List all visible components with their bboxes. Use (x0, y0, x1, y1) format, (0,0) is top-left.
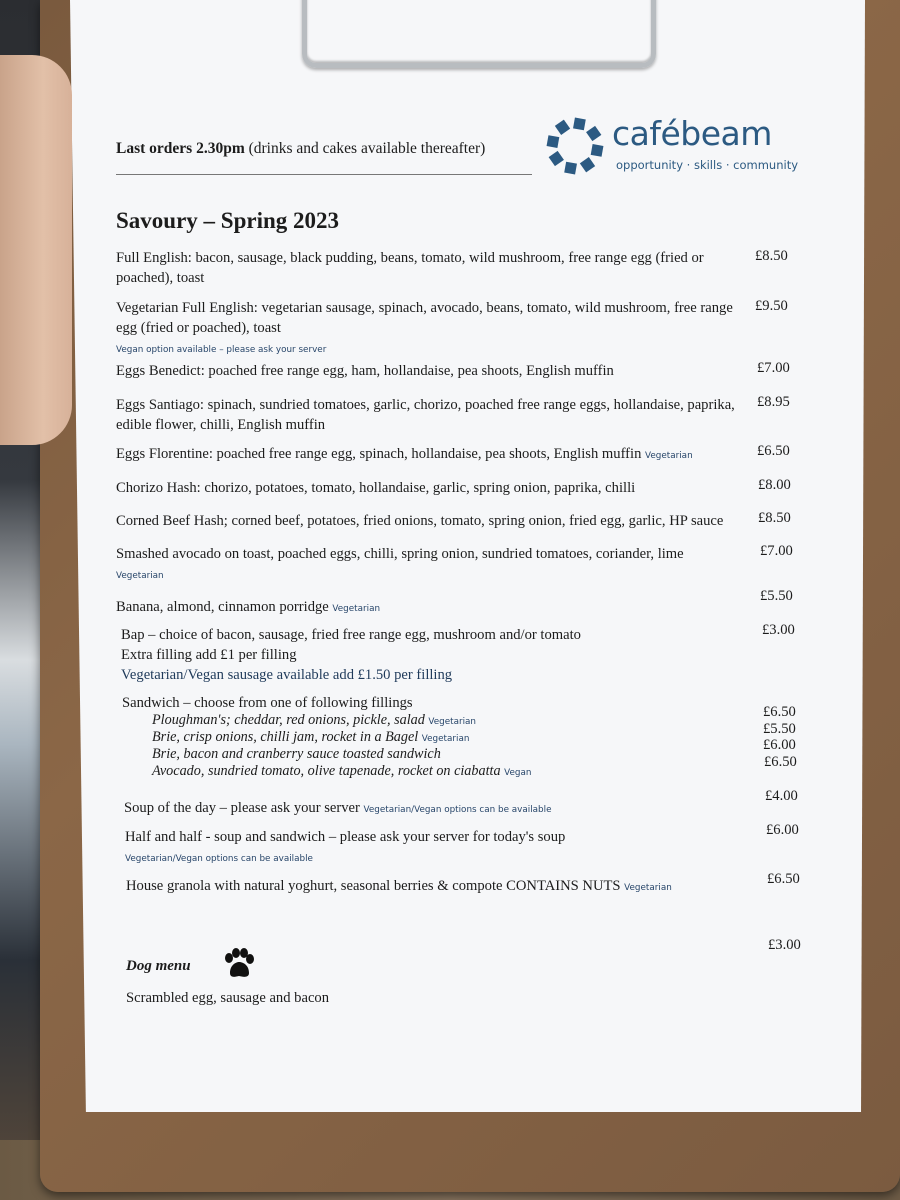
item-price: £8.50 (758, 510, 791, 526)
item-description: Full English: bacon, sausage, black pudding, beans, tomato, wild mushroom, free range egg (fried or poached), toast (116, 250, 704, 286)
menu-item (116, 395, 746, 435)
menu-item (116, 444, 746, 466)
menu-item (116, 298, 746, 360)
brand-name: cafébeam (612, 114, 772, 153)
header-divider (116, 174, 532, 175)
menu-title: Savoury – Spring 2023 (116, 208, 340, 233)
bap-price: £3.00 (762, 622, 795, 638)
brand-tagline: opportunity · skills · community (616, 158, 799, 172)
filling-description: Avocado, sundried tomato, olive tapenade, rocket on ciabatta (152, 763, 501, 779)
item-note: Vegan option available – please ask your server (116, 345, 327, 355)
granola-note: Vegetarian (624, 883, 672, 893)
item-price: £8.50 (755, 248, 788, 264)
item-price: £8.00 (758, 477, 791, 493)
item-price: £9.50 (755, 298, 788, 314)
half-description: Half and half - soup and sandwich – please ask your server for today's soup (125, 829, 566, 845)
granola-price: £6.50 (767, 871, 800, 887)
last-orders-detail: (drinks and cakes available thereafter) (244, 140, 486, 157)
filling-price: £6.50 (763, 704, 796, 720)
dog-menu-price: £3.00 (768, 937, 801, 953)
filling-note: Vegetarian (428, 717, 476, 727)
sandwich-filling (152, 712, 476, 729)
dog-menu-item: Scrambled egg, sausage and bacon (126, 990, 330, 1006)
half-and-half-item (125, 827, 755, 869)
bap-extra-filling: Extra filling add £1 per filling (121, 647, 297, 663)
menu-item (116, 511, 756, 531)
half-price: £6.00 (766, 822, 799, 838)
item-description: Vegetarian Full English: vegetarian sausage, spinach, avocado, beans, tomato, wild mushroom, free range egg (fried or poached), toast (116, 300, 733, 336)
item-price: £5.50 (760, 588, 793, 604)
menu-item (116, 544, 756, 586)
item-note: Vegetarian (645, 451, 693, 461)
menu-item (116, 597, 746, 619)
sandwich-heading: Sandwich – choose from one of following fillings (122, 695, 413, 711)
soup-price: £4.00 (765, 788, 798, 804)
soup-item (124, 798, 754, 820)
item-price: £8.95 (757, 394, 790, 410)
dog-menu-title: Dog menu (126, 958, 191, 974)
sandwich-filling (152, 729, 469, 746)
item-note: Vegetarian (116, 571, 164, 581)
menu-item (116, 361, 746, 381)
sandwich-filling (152, 763, 531, 780)
filling-description: Ploughman's; cheddar, red onions, pickle, salad (152, 712, 425, 728)
filling-note: Vegan (504, 768, 532, 778)
item-description: Smashed avocado on toast, poached eggs, chilli, spring onion, sundried tomatoes, coriander, lime (116, 546, 684, 562)
item-description: Corned Beef Hash; corned beef, potatoes, fried onions, tomato, spring onion, fried egg, garlic, HP sauce (116, 513, 724, 529)
bap-description: Bap – choice of bacon, sausage, fried free range egg, mushroom and/or tomato (121, 627, 581, 643)
item-price: £7.00 (760, 543, 793, 559)
item-description: Eggs Florentine: poached free range egg, spinach, hollandaise, pea shoots, English muffin (116, 446, 642, 462)
soup-description: Soup of the day – please ask your server (124, 800, 360, 816)
filling-description: Brie, bacon and cranberry sauce toasted sandwich (152, 746, 441, 762)
cafebeam-logo-icon (545, 116, 605, 176)
clipboard-clip (302, 0, 656, 68)
soup-note: Vegetarian/Vegan options can be available (363, 805, 552, 815)
filling-price: £6.50 (764, 754, 797, 770)
half-note: Vegetarian/Vegan options can be available (125, 854, 313, 864)
filling-description: Brie, crisp onions, chilli jam, rocket in a Bagel (152, 729, 419, 745)
bap-item (121, 625, 751, 685)
item-note: Vegetarian (332, 604, 381, 614)
sandwich-filling (152, 746, 441, 763)
last-orders-notice (116, 140, 485, 158)
paw-print-icon (222, 948, 256, 980)
item-description: Chorizo Hash: chorizo, potatoes, tomato, hollandaise, garlic, spring onion, paprika, chilli (116, 480, 636, 496)
item-description: Eggs Santiago: spinach, sundried tomatoes, garlic, chorizo, poached free range eggs, hollandaise, paprika, edible flower, chilli, English muffin (116, 397, 735, 433)
bap-vegan-option: Vegetarian/Vegan sausage available add £1.50 per filling (121, 667, 453, 683)
item-price: £6.50 (757, 443, 790, 459)
filling-price: £5.50 (763, 721, 796, 737)
hand (0, 55, 72, 445)
filling-price: £6.00 (763, 737, 796, 753)
granola-item (126, 876, 766, 898)
item-description: Banana, almond, cinnamon porridge (116, 599, 329, 615)
menu-item (116, 248, 746, 288)
filling-note: Vegetarian (421, 734, 470, 744)
item-price: £7.00 (757, 360, 790, 376)
item-description: Eggs Benedict: poached free range egg, ham, hollandaise, pea shoots, English muffin (116, 363, 614, 379)
menu-item (116, 478, 746, 498)
last-orders-time: Last orders 2.30pm (116, 140, 245, 157)
granola-description: House granola with natural yoghurt, seasonal berries & compote CONTAINS NUTS (126, 878, 621, 894)
